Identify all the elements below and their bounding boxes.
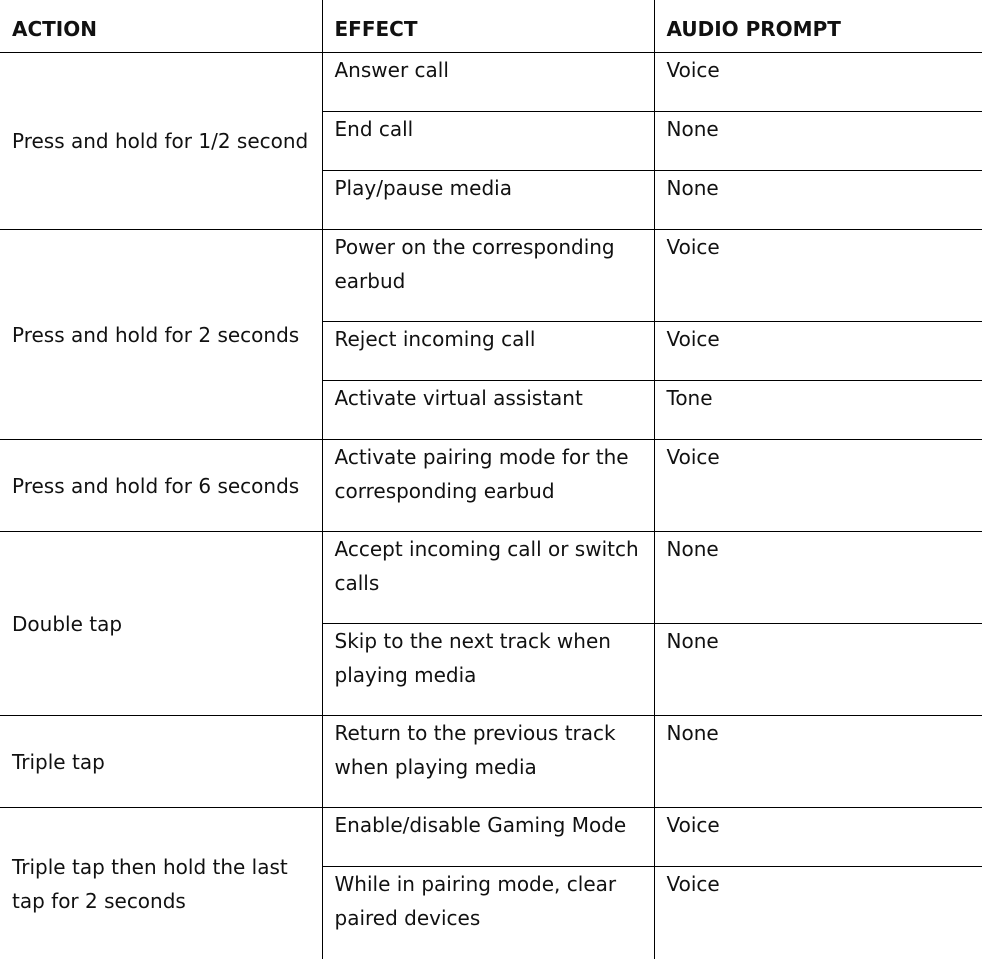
audio-prompt-cell: None	[654, 716, 982, 808]
table-row	[0, 53, 982, 112]
table-row	[0, 716, 982, 808]
effect-cell: Skip to the next track when playing media	[322, 624, 654, 716]
table-row	[0, 230, 982, 322]
audio-prompt-cell: Voice	[654, 808, 982, 867]
audio-prompt-cell: Voice	[654, 440, 982, 532]
effect-cell: Play/pause media	[322, 171, 654, 230]
audio-prompt-cell: Voice	[654, 53, 982, 112]
audio-prompt-cell: Voice	[654, 322, 982, 381]
header-audio-prompt: AUDIO PROMPT	[654, 0, 982, 53]
effect-cell: While in pairing mode, clear paired devices	[322, 867, 654, 959]
action-cell: Press and hold for 1/2 second	[0, 53, 322, 230]
effect-cell: Reject incoming call	[322, 322, 654, 381]
effect-cell: End call	[322, 112, 654, 171]
effect-cell: Accept incoming call or switch calls	[322, 532, 654, 624]
audio-prompt-cell: Voice	[654, 230, 982, 322]
effect-cell: Return to the previous track when playing media	[322, 716, 654, 808]
action-cell: Triple tap then hold the last tap for 2 seconds	[0, 808, 322, 959]
action-cell: Press and hold for 6 seconds	[0, 440, 322, 532]
effect-cell: Enable/disable Gaming Mode	[322, 808, 654, 867]
header-effect: EFFECT	[322, 0, 654, 53]
table-row	[0, 440, 982, 532]
action-cell: Triple tap	[0, 716, 322, 808]
effect-cell: Answer call	[322, 53, 654, 112]
table-row	[0, 808, 982, 867]
audio-prompt-cell: None	[654, 624, 982, 716]
audio-prompt-cell: None	[654, 171, 982, 230]
audio-prompt-cell: Tone	[654, 381, 982, 440]
audio-prompt-cell: Voice	[654, 867, 982, 959]
action-cell: Double tap	[0, 532, 322, 716]
audio-prompt-cell: None	[654, 112, 982, 171]
table-row	[0, 532, 982, 624]
audio-prompt-cell: None	[654, 532, 982, 624]
effect-cell: Activate pairing mode for the corresponding earbud	[322, 440, 654, 532]
effect-cell: Power on the corresponding earbud	[322, 230, 654, 322]
header-action: ACTION	[0, 0, 322, 53]
header-row	[0, 0, 982, 53]
effect-cell: Activate virtual assistant	[322, 381, 654, 440]
action-cell: Press and hold for 2 seconds	[0, 230, 322, 440]
